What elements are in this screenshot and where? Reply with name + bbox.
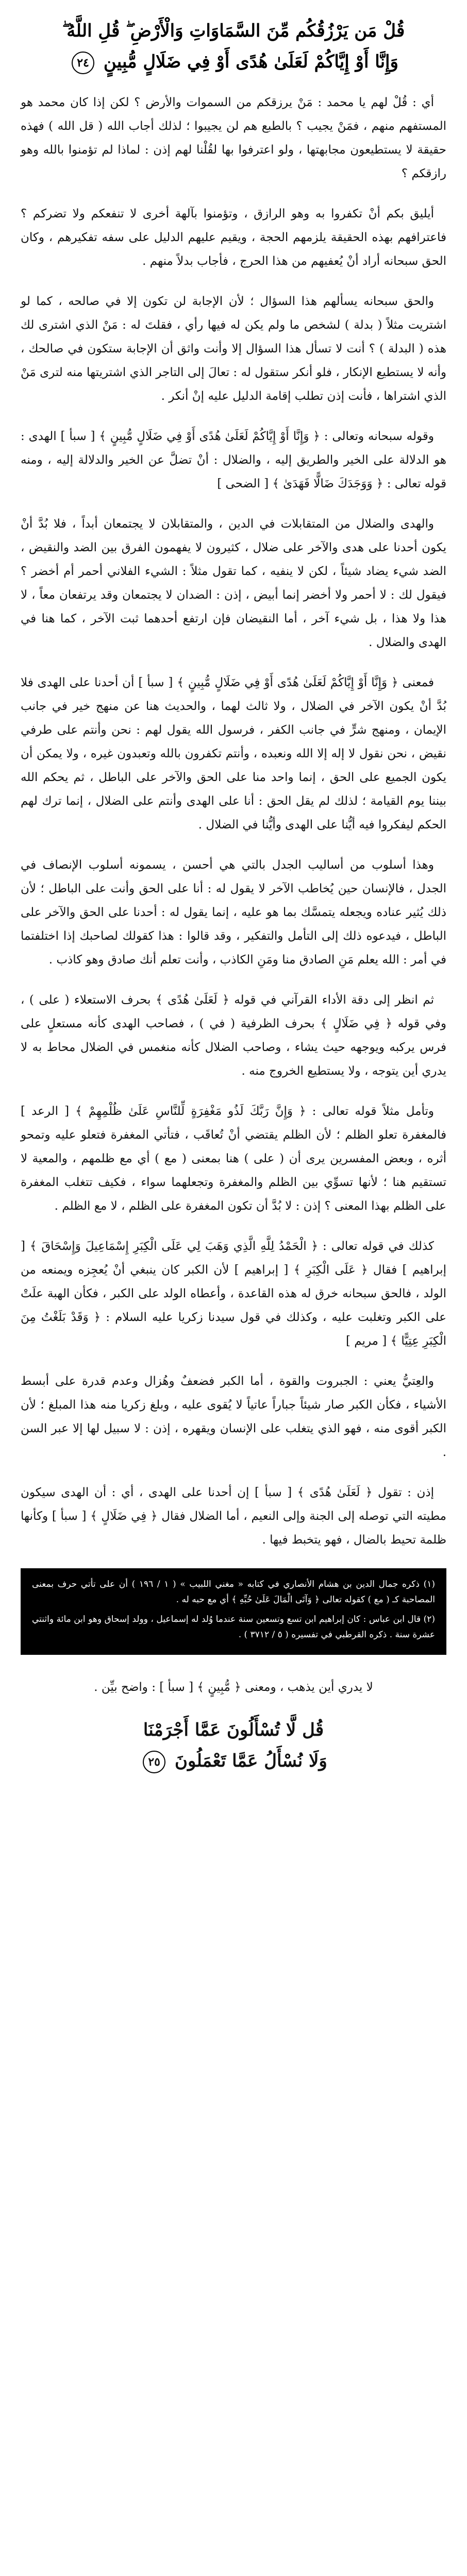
footnotes-box [21,1568,446,1655]
opening-verse-line-1: قُلْ مَن يَرْزُقُكُم مِّنَ السَّمَاوَاتِ وَالْأَرْضِ ۖ قُلِ اللَّهُ ۖ [62,21,405,41]
opening-verse [21,15,446,77]
opening-verse-line-2-text: وَإِنَّا أَوْ إِيَّاكُمْ لَعَلَىٰ هُدًى أَوْ فِي ضَلَالٍ مُّبِينٍ [103,52,398,72]
paragraph-2: أيليق بكم أنْ تكفروا به وهو الرازق ، وتؤمنوا بآلهة أخرى لا تنفعكم ولا تضركم ؟ فاعترافهم بهذه الحقيقة يلزمهم الحجة ، ويقيم عليهم الدليل على سفه تفكيرهم ، وكان الحق سبحانه أراد أنْ يُعفيهم من هذا الحرج ، فأجاب بدلاً منهم . [21,207,446,268]
paragraph-12: إذن : تقول ﴿ لَعَلَىٰ هُدًى ﴾ [ سبأ ] إن أحدنا على الهدى ، أي : أن الهدى سيكون مطيته التي توصله إلى الجنة وإلى النعيم ، أما الضلال فقال ﴿ فِي ضَلَالٍ ﴾ [ سبأ ] وكأنها ظلمة تحيط بالضال ، فهو يتخبط فيها . [21,1486,447,1547]
closing-verse-line-1: قُل لَّا تُسْأَلُونَ عَمَّا أَجْرَمْنَا [143,1720,324,1740]
paragraph-11: والعِتيُّ يعني : الجبروت والقوة ، أما الكبر فضعفٌ وهُزال وعدم قدرة على أبسط الأشياء ، فكأن الكبر صار شيئاً جباراً عاتياً لا يُقوى عليه ، وبلغ زكريا منه هذا المبلغ ؛ لأن الكبر أقوى منه ، فهو الذي يتغلب على الإنسان ويقهره ، إذن : لا سبيل لها إلا عبر السن . [21,1375,446,1459]
paragraph-10: كذلك في قوله تعالى : ﴿ الْحَمْدُ لِلَّهِ الَّذِي وَهَبَ لِي عَلَى الْكِبَرِ إِسْمَاعِيلَ وَإِسْحَاقَ ﴾ [ إبراهيم ] فقال ﴿ عَلَى الْكِبَرِ ﴾ [ إبراهيم ] لأن الكبر كان ينبغي أنْ يُعجِزه ويمنعه من الولد ، فالحق سبحانه خرق له هذه القاعدة ، وأعطاه الولد على الكبر ، فكأن الهبة علَتْ على الكبر وتغلبت عليه ، وكذلك في قول سيدنا زكريا عليه السلام : ﴿ وَقَدْ بَلَغْتُ مِنَ الْكِبَرِ عِتِيًّا ﴾ [ مريم ] [21,1240,446,1348]
paragraph-9: وتأمل مثلاً قوله تعالى : ﴿ وَإِنَّ رَبَّكَ لَذُو مَغْفِرَةٍ لِّلنَّاسِ عَلَىٰ ظُلْمِهِمْ ﴾ [ الرعد ] فالمغفرة تعلو الظلم ؛ لأن الظلم يقتضي أنْ تُعاقَب ، فتأتي المغفرة فتعلو عليه وتمحو أثره ، وبعض المفسرين يرى أن ( على ) هنا بمعنى ( مع ) أي مع ظلمهم ، والمعية لا تستقيم هنا ؛ لأنها تسوِّي بين الظلم والمغفرة وتجعلهما سواء ، فكيف تتغلب المغفرة على الظلم بهذا المعنى ؟ إذن : لا بُدَّ أن تكون المغفرة على الظلم ، لا مع الظلم . [21,1105,446,1213]
closing-line: لا يدري أين يذهب ، ومعنى ﴿ مُّبِينٍ ﴾ [ سبأ ] : واضح بيِّن . [94,1681,373,1694]
paragraph-3: والحق سبحانه يسألهم هذا السؤال ؛ لأن الإجابة لن تكون إلا في صالحه ، كما لو اشتريت مثلاً ( بدلة ) لشخص ما ولم يكن له فيها رأي ، فقلتَ له : مَنْ الذي اشترى لك هذه ( البدلة ) ؟ أنت لا تسأل هذا السؤال إلا وأنت واثق أن الإجابة ستكون في صالحك ، وأنه لا يستطيع الإنكار ، فلو أنكر ستقول له : تعالَ إلى التاجر الذي اشتريتها منه لترى مَنْ الذي اشتراها ، فأنت إذن تطلب إقامة الدليل عليه إنْ أنكر . [21,295,446,403]
commentary-body [21,91,446,1552]
verse-number-badge-2: ٢٥ [143,1751,165,1773]
footnote-1: (١) ذكره جمال الدين بن هشام الأنصاري في كتابه « مغني اللبيب » ( ١ / ١٩٦ ) أن على تأتي حرف بمعنى المصاحبة كـ ( مع ) كقوله تعالى ﴿ وَآتَى الْمَالَ عَلَىٰ حُبِّهِ ﴾ أي مع حبه له . [32,1579,435,1605]
paragraph-6: فمعنى ﴿ وَإِنَّا أَوْ إِيَّاكُمْ لَعَلَىٰ هُدًى أَوْ فِي ضَلَالٍ مُّبِينٍ ﴾ [ سبأ ] أن أحدنا على الهدى فلا بُدَّ أنْ يكون الآخر في الضلال ، ولا ثالث لهما ، والحديث هنا عن منهج خير في جانب الإيمان ، ومنهج شرٍّ في جانب الكفر ، فرسول الله يقول لهم : نحن وأنتم على طرفي نقيض ، نحن نقول لا إله إلا الله ونعبده ، وأنتم تكفرون بالله وتعبدون غيره ، ولا يمكن أن يكون الجميع على الحق ، إنما واحد منا على الحق والآخر على الباطل ، ثم يحكم الله بيننا يوم القيامة ؛ لذلك لم يقل الحق : أنا على الهدى وأنتم على الضلال ، إنما ترك لهم الحكم ليفكروا فيه أيُّنا على الهدى وأيُّنا في الضلال . [21,676,446,832]
opening-verse-line-2 [21,46,446,77]
paragraph-5: والهدى والضلال من المتقابلات في الدين ، والمتقابلان لا يجتمعان أبداً ، فلا بُدَّ أنْ يكون أحدنا على هدى والآخر على ضلال ، كثيرون لا يفهمون الفرق بين الضد والنقيض ، الضد شيء يضاد شيئاً ، لكن لا ينفيه ، كما تقول مثلاً : الشيء الفلاني أحمر أم أخضر ؟ فيقول لك : لا أحمر ولا أخضر إنما أبيض ، إذن : الضدان لا يجتمعان وقد يرتفعان معاً ، لا هذا ولا هذا ، بل شيء آخر ، أما النقيضان فإن ارتفع أحدهما ثبت الآخر ، كما هنا في الهدى والضلال . [21,517,446,649]
closing-verse-line-2 [21,1745,446,1776]
closing-verse-line-2-text: وَلَا نُسْأَلُ عَمَّا تَعْمَلُونَ [175,1751,327,1771]
closing-verse [21,1715,446,1776]
verse-number-badge: ٢٤ [72,52,94,74]
paragraph-1: أي : قُلْ لهم يا محمد : مَنْ يرزقكم من السموات والأرض ؟ لكن إذا كان محمد هو المستفهم منهم ، فمَنْ يجيب ؟ بالطبع هم لن يجيبوا ؛ لذلك أجاب الله ( قل الله ) فهذه حقيقة لا يستطيعون مجابهتها ، ولو اعترفوا بها لقُلْنا لهم إذن : لماذا لم تؤمنوا بالله وهو رازقكم ؟ [21,96,446,180]
paragraph-7: وهذا أسلوب من أساليب الجدل بالتي هي أحسن ، يسمونه أسلوب الإنصاف في الجدل ، فالإنسان حين يُخاطب الآخر لا يقول له : أنا على الحق وأنت على الباطل ؛ لأن ذلك يُثير عناده ويجعله يتمسَّك بما هو عليه ، إنما يقول له : أحدنا على الحق والآخر على الباطل ، فيدعوه ذلك إلى التأمل والتفكير ، وقد قالوا : هذا كقولك لصاحبك إذا اختلفتما في أمر : الله يعلم مَنِ الصادق منا ومَنِ الكاذب ، وأنت تعلم أنك صادق وهو كاذب . [21,858,446,967]
footnote-2: (٢) قال ابن عباس : كان إبراهيم ابن تسع وتسعين سنة عندما وُلد له إسماعيل ، وولد إسحاق وهو ابن مائة واثنتي عشرة سنة . ذكره القرطبي في تفسيره ( ٥ / ٣٧١٢ ) . [32,1614,435,1640]
paragraph-8: ثم انظر إلى دقة الأداء القرآني في قوله ﴿ لَعَلَىٰ هُدًى ﴾ بحرف الاستعلاء ( على ) ، وفي قوله ﴿ فِي ضَلَالٍ ﴾ بحرف الظرفية ( في ) ، فصاحب الهدى كأنه مستعلٍ على فرس يركبه ويوجهه حيث يشاء ، وصاحب الضلال كأنه منغمس في الضلال محاط به لا يدري أين يتوجه ، ولا يستطيع الخروج منه . [21,993,446,1078]
paragraph-4: وقوله سبحانه وتعالى : ﴿ وَإِنَّا أَوْ إِيَّاكُمْ لَعَلَىٰ هُدًى أَوْ فِي ضَلَالٍ مُّبِينٍ ﴾ [ سبأ ] الهدى : هو الدلالة على الخير والطريق إليه ، والضلال : أنْ تضلَّ عن الخير والدلالة إليه ، ومنه قوله تعالى : ﴿ وَوَجَدَكَ ضَالًّا فَهَدَىٰ ﴾ [ الضحى ] [21,430,446,490]
